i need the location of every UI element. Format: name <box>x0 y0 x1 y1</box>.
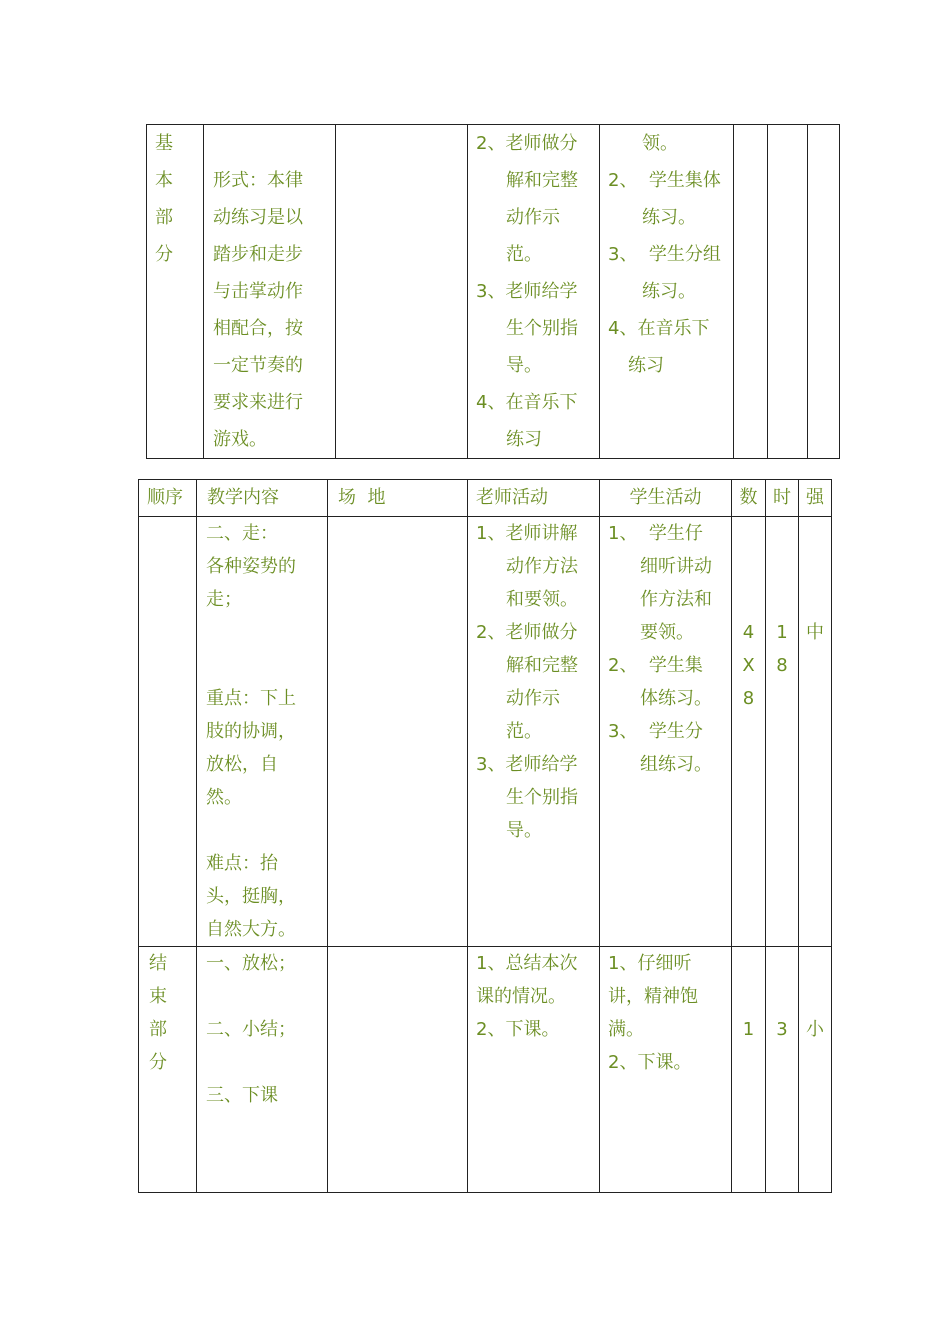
venue-cell <box>328 517 468 947</box>
header-venue: 场 地 <box>328 480 468 517</box>
header-teacher: 老师活动 <box>468 480 600 517</box>
content-cell <box>204 125 336 459</box>
header-content: 教学内容 <box>197 480 328 517</box>
teacher-step: 3、老师给学 生个别指 导。 <box>476 754 578 841</box>
student-step: 1、 学生仔 细听讲动 作方法和 要领。 <box>608 523 712 643</box>
teacher-activity-cell <box>468 517 600 947</box>
student-activity-cell: 1、仔细听 讲，精神饱 满。 2、下课。 <box>600 947 732 1193</box>
section-char: 分 <box>155 244 173 265</box>
lesson-table <box>138 479 832 1193</box>
time-cell: 3 <box>766 947 799 1193</box>
venue-cell <box>328 947 468 1193</box>
student-step: 3、 学生分组 练习。 <box>608 244 721 302</box>
count-cell: 1 <box>732 947 766 1193</box>
teacher-step: 2、老师做分 解和完整 动作示 范。 <box>476 133 578 265</box>
content-line: 一定节奏的 <box>213 355 303 376</box>
end-row <box>139 947 832 1193</box>
teacher-step: 1、老师讲解 动作方法 和要领。 <box>476 523 578 610</box>
student-activity-cell <box>600 517 732 947</box>
header-student: 学生活动 <box>600 480 732 517</box>
content-line: 与击掌动作 <box>213 281 303 302</box>
student-line: 领。 <box>642 133 678 154</box>
teacher-step: 2、老师做分 解和完整 动作示 范。 <box>476 622 578 742</box>
intensity-cell: 中 <box>799 517 832 947</box>
student-activity-cell <box>600 125 734 459</box>
section-cell-empty <box>139 517 197 947</box>
section-char: 本 <box>155 170 173 191</box>
count-cell <box>734 125 768 459</box>
header-count: 数 <box>732 480 766 517</box>
content-cell: 一、放松； 二、小结； 三、下课 <box>197 947 328 1193</box>
section-cell-end: 结 束 部 分 <box>139 947 197 1193</box>
section-cell-basic <box>147 125 204 459</box>
time-cell: 1 8 <box>766 517 799 947</box>
student-step: 4、在音乐下 练习 <box>608 318 710 376</box>
content-line: 踏步和走步 <box>213 244 303 265</box>
lesson-table-continued <box>146 124 840 459</box>
header-row <box>139 480 832 517</box>
header-intensity: 强 <box>799 480 832 517</box>
student-step: 2、 学生集 体练习。 <box>608 655 712 709</box>
teacher-step: 4、在音乐下 练习 <box>476 392 578 450</box>
content-line: 动练习是以 <box>213 207 303 228</box>
venue-cell <box>336 125 468 459</box>
time-cell <box>768 125 808 459</box>
content-cell: 二、走： 各种姿势的 走； 重点：下上 肢的协调， 放松，自 然。 难点：抬 头，挺胸， 自然大方。 <box>197 517 328 947</box>
student-step: 2、 学生集体 练习。 <box>608 170 721 228</box>
content-line: 要求来进行 <box>213 392 303 413</box>
content-line: 相配合，按 <box>213 318 303 339</box>
section-char: 部 <box>155 207 173 228</box>
count-cell: 4 X 8 <box>732 517 766 947</box>
teacher-activity-cell <box>468 125 600 459</box>
content-line: 形式：本律 <box>213 170 303 191</box>
student-step: 3、 学生分 组练习。 <box>608 721 712 775</box>
intensity-cell: 小 <box>799 947 832 1193</box>
walk-row <box>139 517 832 947</box>
section-char: 基 <box>155 133 173 154</box>
teacher-activity-cell: 1、总结本次 课的情况。 2、下课。 <box>468 947 600 1193</box>
intensity-cell <box>808 125 840 459</box>
header-time: 时 <box>766 480 799 517</box>
teacher-step: 3、老师给学 生个别指 导。 <box>476 281 578 376</box>
content-line: 游戏。 <box>213 429 267 450</box>
header-order: 顺序 <box>139 480 197 517</box>
